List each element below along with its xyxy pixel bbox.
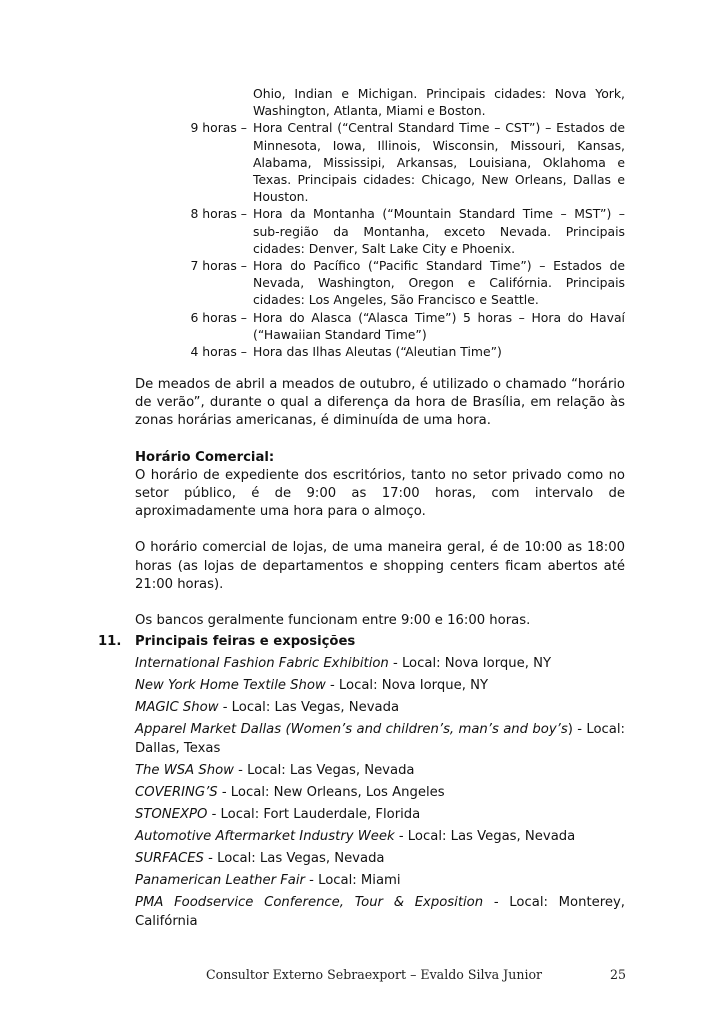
- timezone-description: Hora do Alasca (“Alasca Time”) 5 horas – Hora do Havaí (“Hawaiian Standard Time”): [253, 309, 625, 342]
- timezone-description: Ohio, Indian e Michigan. Principais cidades: Nova York, Washington, Atlanta, Miami e Boston.: [253, 86, 625, 119]
- list-item: [135, 850, 625, 868]
- fair-location: - Local: Las Vegas, Nevada: [394, 829, 576, 845]
- list-item: [135, 894, 625, 930]
- list-item: [135, 677, 625, 695]
- fairs-list: [135, 655, 625, 931]
- body-text: [135, 376, 625, 648]
- fair-name: MAGIC Show: [135, 700, 219, 716]
- section-number: 11.: [98, 634, 122, 649]
- fairs-section: [98, 633, 625, 935]
- timezone-description: Hora das Ilhas Aleutas (“Aleutian Time”): [253, 344, 502, 360]
- fair-name: The WSA Show: [135, 762, 234, 778]
- timezone-list: [135, 85, 625, 360]
- fair-location: - Local: New Orleans, Los Angeles: [217, 784, 445, 800]
- timezone-row: [135, 85, 625, 119]
- commercial-hours-heading: Horário Comercial:: [135, 449, 275, 465]
- dst-paragraph: De meados de abril a meados de outubro, é utilizado o chamado “horário de verão”, durante o qual a diferença da hora de Brasília, em relação às zonas horárias americanas, é diminuída de uma hora.: [135, 377, 625, 429]
- fair-location: - Local: Nova Iorque, NY: [325, 678, 489, 694]
- fair-location: - Local: Monterey, Califórnia: [135, 895, 625, 929]
- timezone-description: Hora da Montanha (“Mountain Standard Time – MST”) – sub-região da Montanha, exceto Nevada. Principais cidades: Denver, Salt Lake City e Phoenix.: [253, 206, 625, 256]
- fair-name: SURFACES: [135, 851, 204, 867]
- offices-hours-text: O horário de expediente dos escritórios, tanto no setor privado como no setor público, é de 9:00 as 17:00 horas, com intervalo de aproximadamente uma hora para o almoço.: [135, 467, 625, 520]
- timezone-row: [135, 205, 625, 257]
- fair-name: International Fashion Fabric Exhibition: [135, 656, 389, 672]
- section-heading: [98, 633, 625, 651]
- banks-hours-paragraph: Os bancos geralmente funcionam entre 9:00 e 16:00 horas.: [135, 613, 531, 629]
- timezone-description: Hora do Pacífico (“Pacific Standard Time”) – Estados de Nevada, Washington, Oregon e Califórnia. Principais cidades: Los Angeles, São Francisco e Seattle.: [253, 258, 625, 308]
- fair-name: New York Home Textile Show: [135, 678, 326, 694]
- timezone-row: [135, 309, 625, 343]
- fair-name: STONEXPO: [135, 806, 208, 822]
- commercial-hours-paragraph: [135, 449, 625, 522]
- fair-location: - Local: Las Vegas, Nevada: [218, 700, 400, 716]
- footer-author: Consultor Externo Sebraexport – Evaldo Silva Junior: [206, 967, 543, 982]
- fair-location: - Local: Nova Iorque, NY: [388, 656, 552, 672]
- fair-location: - Local: Fort Lauderdale, Florida: [207, 806, 421, 822]
- timezone-hour: 7 horas –: [190, 258, 247, 274]
- fair-name: Apparel Market Dallas (Women’s and children’s, man’s and boy’s: [135, 722, 568, 738]
- fair-location: - Local: Miami: [304, 873, 401, 889]
- fair-location: - Local: Las Vegas, Nevada: [233, 762, 415, 778]
- timezone-hour: 8 horas –: [190, 206, 247, 222]
- list-item: [135, 655, 625, 673]
- timezone-row: [135, 343, 625, 360]
- fair-name: Automotive Aftermarket Industry Week: [135, 829, 395, 845]
- timezone-hour: [135, 85, 247, 119]
- page-number: 25: [609, 967, 626, 982]
- list-item: [135, 721, 625, 757]
- fair-name: PMA Foodservice Conference, Tour & Exposition: [135, 895, 484, 911]
- timezone-description: Hora Central (“Central Standard Time – CST”) – Estados de Minnesota, Iowa, Illinois, Wisconsin, Missouri, Kansas, Alabama, Mississipi, Arkansas, Louisiana, Oklahoma e Texas. Principais cidades: Chicago, New Orleans, Dallas e Houston.: [253, 120, 625, 205]
- fair-name: COVERING’S: [135, 784, 218, 800]
- timezone-hour: 9 horas –: [190, 120, 247, 136]
- section-title: Principais feiras e exposições: [135, 634, 356, 649]
- list-item: [135, 699, 625, 717]
- timezone-hour: 6 horas –: [190, 309, 247, 325]
- timezone-row: [135, 257, 625, 309]
- list-item: [135, 784, 625, 802]
- timezone-hour: 4 horas –: [190, 344, 247, 360]
- shops-hours-paragraph: O horário comercial de lojas, de uma maneira geral, é de 10:00 as 18:00 horas (as lojas de departamentos e shopping centers ficam abertos até 21:00 horas).: [135, 540, 625, 592]
- list-item: [135, 762, 625, 780]
- list-item: [135, 828, 625, 846]
- fair-name: Panamerican Leather Fair: [135, 873, 305, 889]
- fair-location: ) - Local: Dallas, Texas: [135, 722, 625, 756]
- fair-location: - Local: Las Vegas, Nevada: [203, 851, 385, 867]
- list-item: [135, 806, 625, 824]
- list-item: [135, 872, 625, 890]
- timezone-row: [135, 119, 625, 205]
